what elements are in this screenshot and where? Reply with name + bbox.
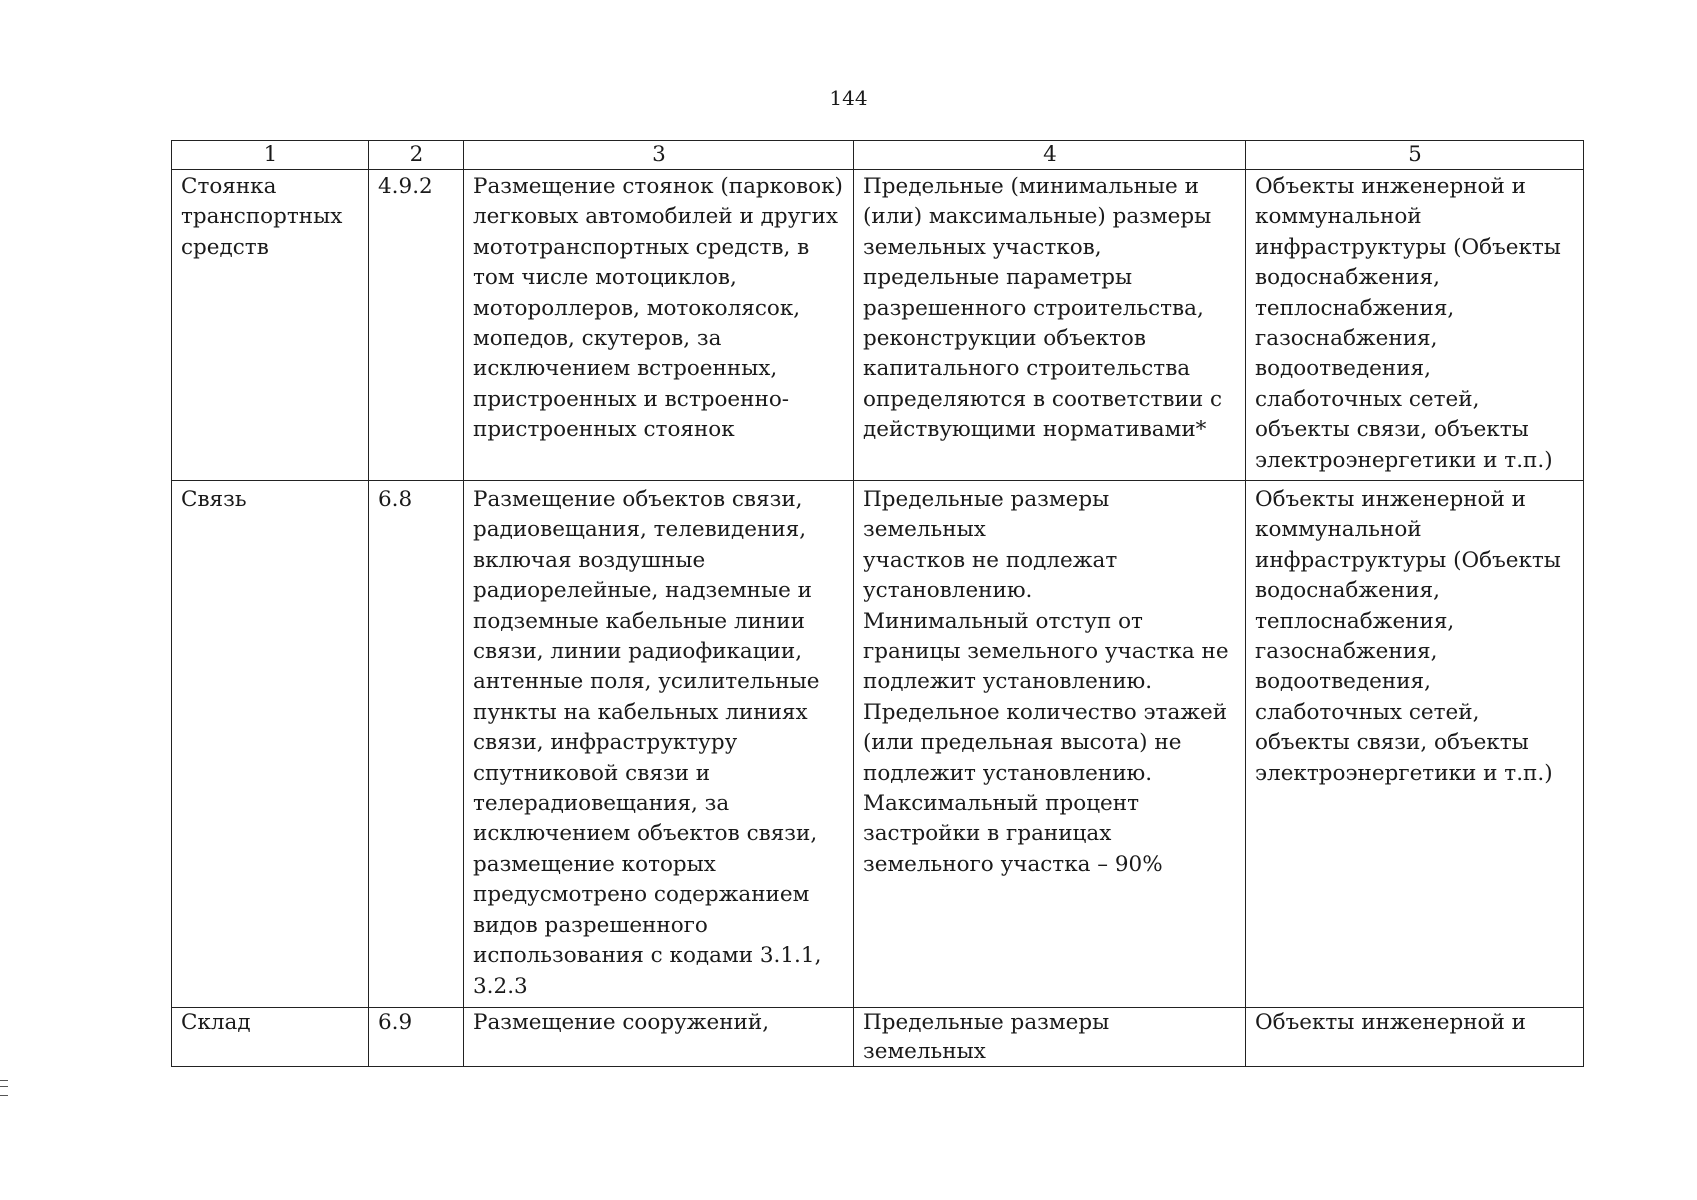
- use-parameters-text: Предельные (минимальные и (или) максимальные) размеры земельных участков, предельные параметры разрешенного строительства, реконструкции объектов капитального строительства определяются в соответствии с действующими нормативами*: [863, 174, 1223, 443]
- cell-use-code: [369, 481, 464, 1008]
- scan-edge-mark: [0, 1080, 8, 1096]
- table-row: [172, 481, 1584, 1008]
- cell-use-objects: [1246, 481, 1584, 1008]
- cell-use-name: [172, 170, 369, 481]
- table-row: [172, 1008, 1584, 1067]
- use-parameters-text: Предельные размеры земельных участков не подлежат установлению. Минимальный отступ от границы земельного участка не подлежит установлению. Предельное количество этажей (или предельная высота) не подлежит установлению. Максимальный процент застройки в границах земельного участка – 90%: [863, 487, 1229, 877]
- cell-use-description: [464, 1008, 854, 1067]
- cell-use-parameters: [854, 481, 1246, 1008]
- use-code-text: 6.9: [378, 1010, 413, 1035]
- use-name-text: Стоянка транспортных средств: [181, 174, 343, 260]
- table-row: [172, 170, 1584, 481]
- use-objects-text: Объекты инженерной и коммунальной инфраструктуры (Объекты водоснабжения, теплоснабжения, газоснабжения, водоотведения, слаботочных сетей, объекты связи, объекты электроэнергетики и т.п.): [1255, 174, 1561, 473]
- use-name-text: Склад: [181, 1010, 251, 1035]
- table-header-row: [172, 141, 1584, 170]
- column-header-3: 3: [464, 141, 854, 170]
- cell-use-objects: [1246, 1008, 1584, 1067]
- cell-use-objects: [1246, 170, 1584, 481]
- cell-use-parameters: [854, 170, 1246, 481]
- cell-use-description: [464, 481, 854, 1008]
- use-description-text: Размещение сооружений,: [473, 1010, 770, 1035]
- cell-use-name: [172, 1008, 369, 1067]
- column-header-4: 4: [854, 141, 1246, 170]
- use-code-text: 4.9.2: [378, 174, 433, 199]
- use-description-text: Размещение объектов связи, радиовещания, телевидения, включая воздушные радиорелейные, надземные и подземные кабельные линии связи, линии радиофикации, антенные поля, усилительные пункты на кабельных линиях связи, инфраструктуру спутниковой связи и телерадиовещания, за исключением объектов связи, размещение которых предусмотрено содержанием видов разрешенного использования с кодами 3.1.1, 3.2.3: [473, 487, 822, 999]
- use-objects-text: Объекты инженерной и коммунальной инфраструктуры (Объекты водоснабжения, теплоснабжения, газоснабжения, водоотведения, слаботочных сетей, объекты связи, объекты электроэнергетики и т.п.): [1255, 487, 1561, 786]
- column-header-1: 1: [172, 141, 369, 170]
- use-description-text: Размещение стоянок (парковок) легковых автомобилей и других мототранспортных средств, в том числе мотоциклов, мотороллеров, мотоколясок, мопедов, скутеров, за исключением встроенных, пристроенных и встроенно- пристроенных стоянок: [473, 174, 843, 443]
- cell-use-code: [369, 1008, 464, 1067]
- cell-use-parameters: [854, 1008, 1246, 1067]
- use-parameters-text: Предельные размеры земельных: [863, 1010, 1110, 1064]
- land-use-table: [171, 140, 1584, 1067]
- cell-use-name: [172, 481, 369, 1008]
- column-header-2: 2: [369, 141, 464, 170]
- use-code-text: 6.8: [378, 487, 413, 512]
- use-name-text: Связь: [181, 487, 247, 512]
- page-number: 144: [829, 86, 868, 110]
- column-header-5: 5: [1246, 141, 1584, 170]
- cell-use-description: [464, 170, 854, 481]
- cell-use-code: [369, 170, 464, 481]
- use-objects-text: Объекты инженерной и: [1255, 1010, 1526, 1035]
